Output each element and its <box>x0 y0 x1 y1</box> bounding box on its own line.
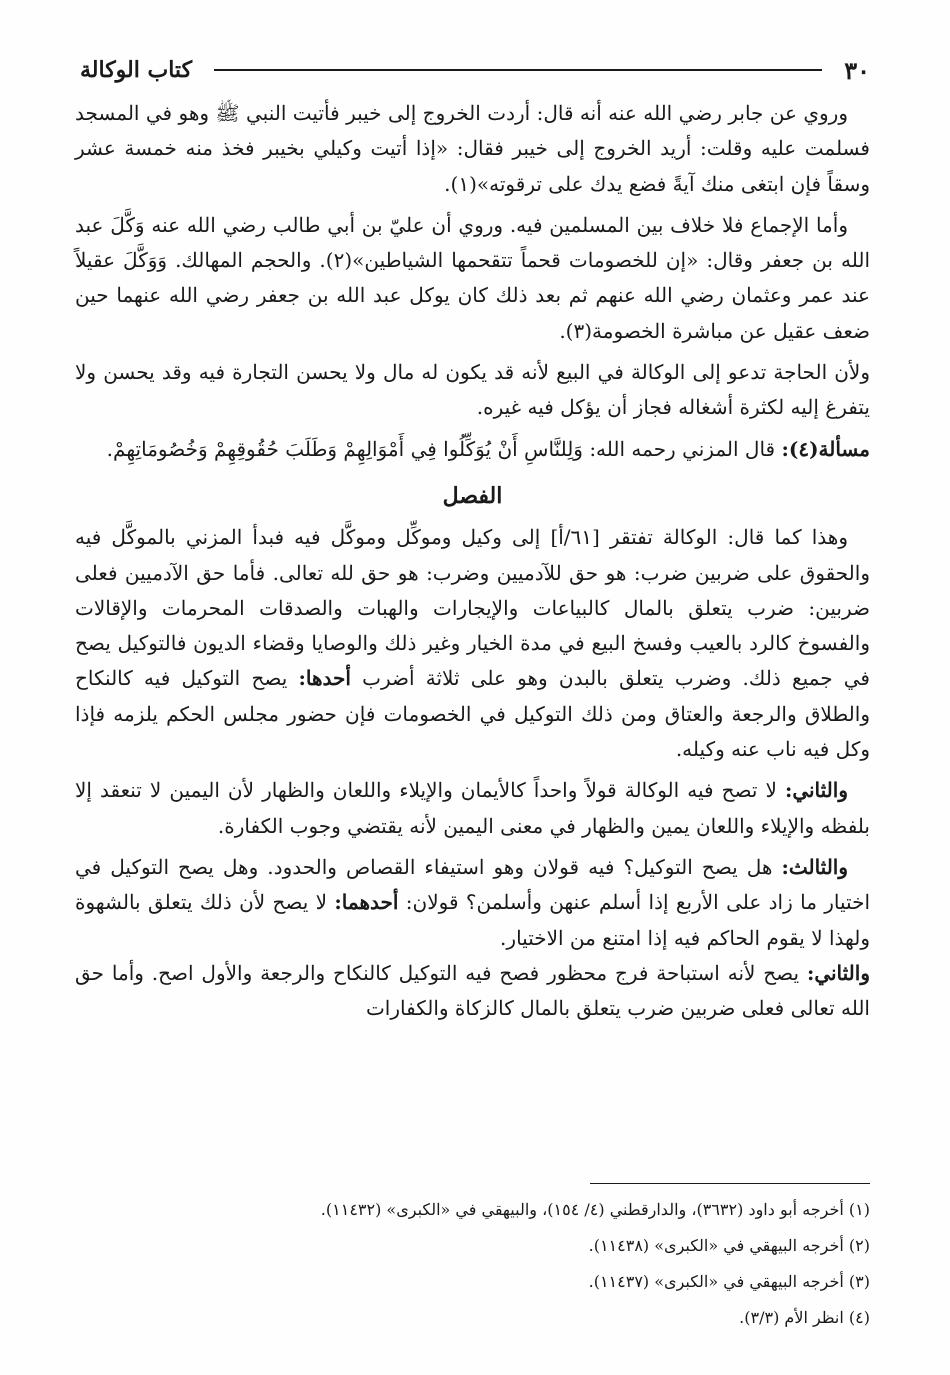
footnote-3: (٣) أخرجه البيهقي في «الكبرى» (١١٤٣٧). <box>588 1272 870 1291</box>
paragraph-second <box>75 773 870 844</box>
paragraph-need: ولأن الحاجة تدعو إلى الوكالة في البيع لأنه قد يكون له مال ولا يحسن التجارة فيه وقد يحسن ولا يتفرغ إليه لكثرة أشغاله فجاز أن يؤكل فيه غيره. <box>75 360 870 420</box>
footnote-rule <box>590 1183 870 1184</box>
fasl-text-b: يصح التوكيل فيه كالنكاح والطلاق والرجعة والعتاق ومن ذلك التوكيل في الخصومات فإن حضور مجلس الحكم يلزمه فإذا وكل فيه ناب عنه وكيله. <box>75 666 870 762</box>
second-text: لا تصح فيه الوكالة قولاً واحداً كالأيمان والإيلاء واللعان والظهار لأن اليمين لا تنعقد إلا بلفظه والإيلاء واللعان يمين والظهار في معنى اليمين لأنه يقتضي وجوب الكفارة. <box>75 778 870 838</box>
paragraph-jabir-hadith: وروي عن جابر رضي الله عنه أنه قال: أردت الخروج إلى خيبر فأتيت النبي ﷺ وهو في المسجد فسلمت عليه وقلت: أريد الخروج إلى خيبر فقال: «إذا أتيت وكيلي بخيبر فخذ منه خمسة عشر وسقاً فإن ابتغى منك آيةً فضع يدك على ترقوته»(١). <box>75 101 870 196</box>
third-label: والثالث: <box>781 854 849 879</box>
third-text-b: لا يصح لأن ذلك يتعلق بالشهوة ولهذا لا يقوم الحاكم فيه إذا امتنع من الاختيار. <box>75 890 870 950</box>
first-type-label: أحدها: <box>298 666 351 691</box>
book-title: كتاب الوكالة <box>80 57 193 83</box>
masala-label: مسألة(٤): <box>781 436 870 461</box>
paragraph-masala <box>75 432 870 467</box>
paragraph-ijma: وأما الإجماع فلا خلاف بين المسلمين فيه. وروي أن عليّ بن أبي طالب رضي الله عنه وَكَّلَ عبد الله بن جعفر وقال: «إن للخصومات قحماً تتقحمها الشياطين»(٢). والحجم المهالك. وَوَكَّلَ عقيلاً عند عمر وعثمان رضي الله عنهم ثم بعد ذلك كان يوكل عبد الله بن جعفر رضي الله عنهما حين ضعف عقيل عن مباشرة الخصومة(٣). <box>75 212 870 343</box>
header-rule <box>214 69 822 71</box>
main-text <box>75 96 870 1026</box>
masala-text: قال المزني رحمه الله: وَلِلنَّاسِ أَنْ يُوَكِّلُوا فِي أَمْوَالِهِمْ وَطَلَبَ حُقُوقِهِمْ وَخُصُومَاتِهِمْ. <box>106 436 782 461</box>
fasl-text-a: وهذا كما قال: الوكالة تفتقر [٦١/أ] إلى وكيل وموكِّل وموكَّل فيه فبدأ المزني بالموكَّل فيه والحقوق على ضربين ضرب: هو حق للآدميين وضرب: هو حق لله تعالى. فأما حق الآدميين فعلى ضربين: ضرب يتعلق بالمال كالبياعات والإيجارات والهبات والصدقات المحرمات والإقالات والفسوخ كالرد بالعيب وفسخ البيع في مدة الخيار وغير ذلك والوصايا وقضاء الديون فالتوكيل يصح في جميع ذلك. وضرب يتعلق بالبدن وهو على ثلاثة أضرب <box>75 525 870 691</box>
first-opinion-label: أحدهما: <box>334 890 399 915</box>
paragraph-second-opinion <box>75 956 870 1027</box>
second-opinion-label: والثاني: <box>806 960 870 985</box>
paragraph-fasl <box>75 520 870 767</box>
paragraph-third <box>75 850 870 956</box>
page-header <box>80 52 870 88</box>
second-opinion-text: يصح لأنه استباحة فرج محظور فصح فيه التوكيل كالنكاح والرجعة والأول اصح. وأما حق الله تعالى فعلى ضربين ضرب يتعلق بالمال كالزكاة والكفارات <box>75 960 870 1021</box>
second-label: والثاني: <box>784 778 848 803</box>
footnote-4: (٤) انظر الأم (٣/٣). <box>739 1308 870 1327</box>
section-title: الفصل <box>442 482 503 509</box>
footnotes <box>80 1192 870 1336</box>
page-number: ٣٠ <box>844 55 870 85</box>
third-text-a: هل يصح التوكيل؟ فيه قولان وهو استيفاء القصاص والحدود. وهل يصح التوكيل في اختيار ما زاد على الأربع إذا أسلم عنهن وأسلمن؟ قولان: <box>75 854 870 915</box>
footnote-2: (٢) أخرجه البيهقي في «الكبرى» (١١٤٣٨). <box>588 1236 870 1255</box>
footnote-1: (١) أخرجه أبو داود (٣٦٣٢)، والدارقطني (٤/ ١٥٤)، والبيهقي في «الكبرى» (١١٤٣٢). <box>320 1200 870 1219</box>
